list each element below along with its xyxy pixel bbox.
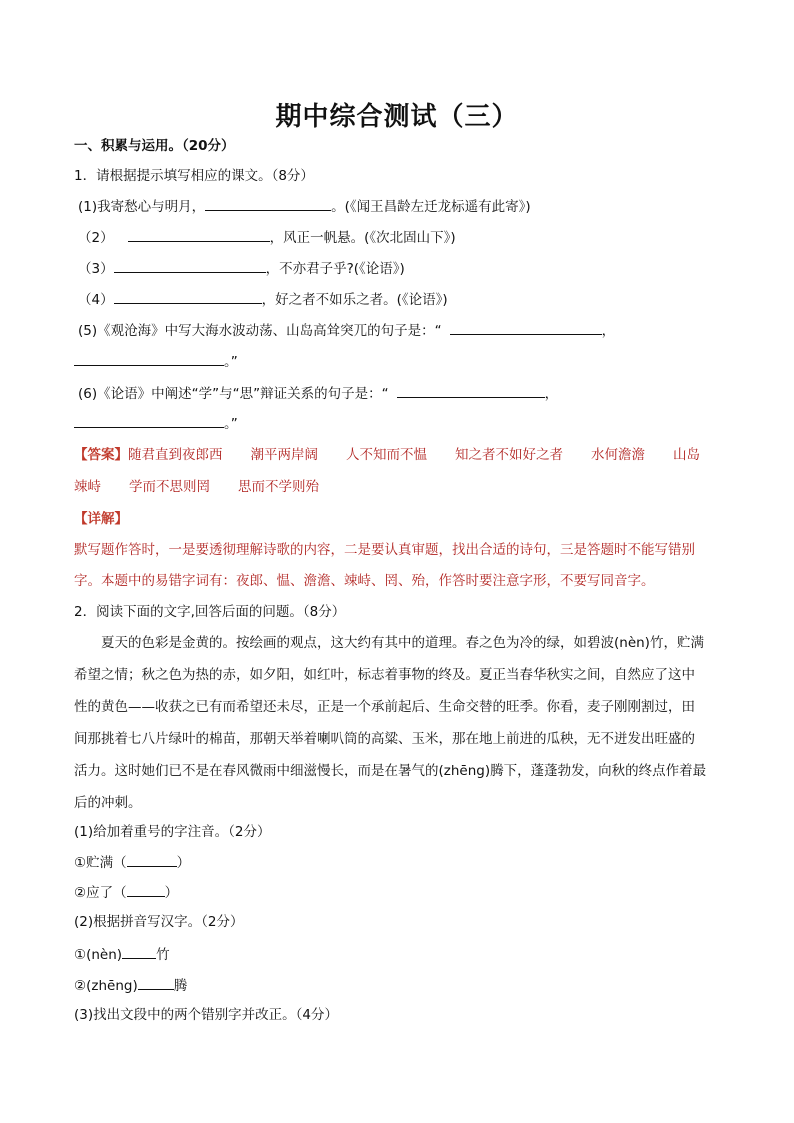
answer-item: 思而不学则殆 xyxy=(238,479,319,495)
answer-line-1 xyxy=(74,446,728,464)
answer-blank[interactable] xyxy=(128,228,270,242)
passage-line: 活力。这时她们已不是在春风微雨中细滋慢长，而是在暑气的(zhēng)腾下，蓬蓬勃发，向秋的终点作着最 xyxy=(74,763,707,779)
q2-sub-1: (1)给加着重号的字注音。（2分） xyxy=(74,824,271,840)
answer-item: 竦峙 xyxy=(74,479,101,495)
answer-item: 潮平两岸阔 xyxy=(250,447,318,463)
detail-text-2: 字。本题中的易错字词有：夜郎、愠、澹澹、竦峙、罔、殆，作答时要注意字形，不要写同音字。 xyxy=(74,573,655,589)
q2-sub-1-b: ②应了（ ） xyxy=(74,885,179,901)
answer-item: 随君直到夜郎西 xyxy=(128,447,223,463)
answer-blank[interactable] xyxy=(74,414,224,428)
answer-blank[interactable] xyxy=(127,883,165,897)
q2-sub-1-a: ①贮满（ ） xyxy=(74,855,191,871)
q2-sub-2-b: ②(zhēng) 腾 xyxy=(74,978,188,994)
answer-blank[interactable] xyxy=(122,945,156,959)
q1-item-3: （3） ，不亦君子乎?(《论语》) xyxy=(78,261,405,277)
answer-blank[interactable] xyxy=(450,321,602,335)
passage-line: 夏天的色彩是金黄的。按绘画的观点，这大约有其中的道理。春之色为冷的绿，如碧波(nèn)竹，贮满 xyxy=(101,635,704,651)
passage-line: 后的冲刺。 xyxy=(74,795,142,811)
q2-sub-2-a: ①(nèn) 竹 xyxy=(74,947,170,963)
answer-blank[interactable] xyxy=(114,259,266,273)
q2-sub-2: (2)根据拼音写汉字。（2分） xyxy=(74,914,244,930)
detail-tag: 【详解】 xyxy=(74,511,128,527)
q2-sub-3: (3)找出文段中的两个错别字并改正。（4分） xyxy=(74,1007,338,1023)
q1-item-5: (5)《观沧海》中写大海水波动荡、山岛高耸突兀的句子是：“ ， xyxy=(78,323,616,339)
answer-line-2 xyxy=(74,478,347,496)
answer-blank[interactable] xyxy=(74,352,224,366)
answer-blank[interactable] xyxy=(205,197,331,211)
answer-blank[interactable] xyxy=(114,290,262,304)
passage-line: 希望之情；秋之色为热的赤，如夕阳，如红叶，标志着事物的终及。夏正当春华秋实之间，自然应了这中 xyxy=(74,667,695,683)
reading-passage xyxy=(74,627,722,819)
question-1-stem: 1．请根据提示填写相应的课文。（8分） xyxy=(74,168,314,184)
q1-item-1: (1)我寄愁心与明月， 。(《闻王昌龄左迁龙标遥有此寄》) xyxy=(78,199,531,215)
q1-item-6-cont: 。” xyxy=(74,414,238,433)
q1-item-2: （2） ，风正一帆悬。(《次北固山下》) xyxy=(78,230,456,246)
answer-blank[interactable] xyxy=(397,384,545,398)
answer-item: 人不知而不愠 xyxy=(346,447,427,463)
q1-item-6: (6)《论语》中阐述“学”与“思”辩证关系的句子是：“ ， xyxy=(78,386,559,402)
question-2-stem: 2．阅读下面的文字,回答后面的问题。（8分） xyxy=(74,604,346,620)
answer-item: 山岛 xyxy=(673,447,700,463)
answer-blank[interactable] xyxy=(127,853,177,867)
answer-tag: 【答案】 xyxy=(74,447,128,463)
passage-line: 性的黄色——收获之已有而希望还未尽，正是一个承前起后、生命交替的旺季。你看，麦子刚刚割过，田 xyxy=(74,699,695,715)
answer-blank[interactable] xyxy=(138,976,174,990)
q1-item-5-cont: 。” xyxy=(74,352,238,371)
passage-line: 间那挑着七八片绿叶的棉苗，那朝天举着喇叭筒的高粱、玉米，那在地上前进的瓜秧，无不迸发出旺盛的 xyxy=(74,731,695,747)
answer-item: 知之者不如好之者 xyxy=(455,447,563,463)
answer-item: 学而不思则罔 xyxy=(129,479,210,495)
detail-text-1: 默写题作答时，一是要透彻理解诗歌的内容，二是要认真审题，找出合适的诗句，三是答题时不能写错别 xyxy=(74,542,695,558)
section-heading: 一、积累与运用。（20分） xyxy=(74,138,235,154)
q1-item-4: （4） ，好之者不如乐之者。(《论语》) xyxy=(78,292,448,308)
answer-item: 水何澹澹 xyxy=(591,447,645,463)
page-title: 期中综合测试（三） xyxy=(275,102,519,132)
